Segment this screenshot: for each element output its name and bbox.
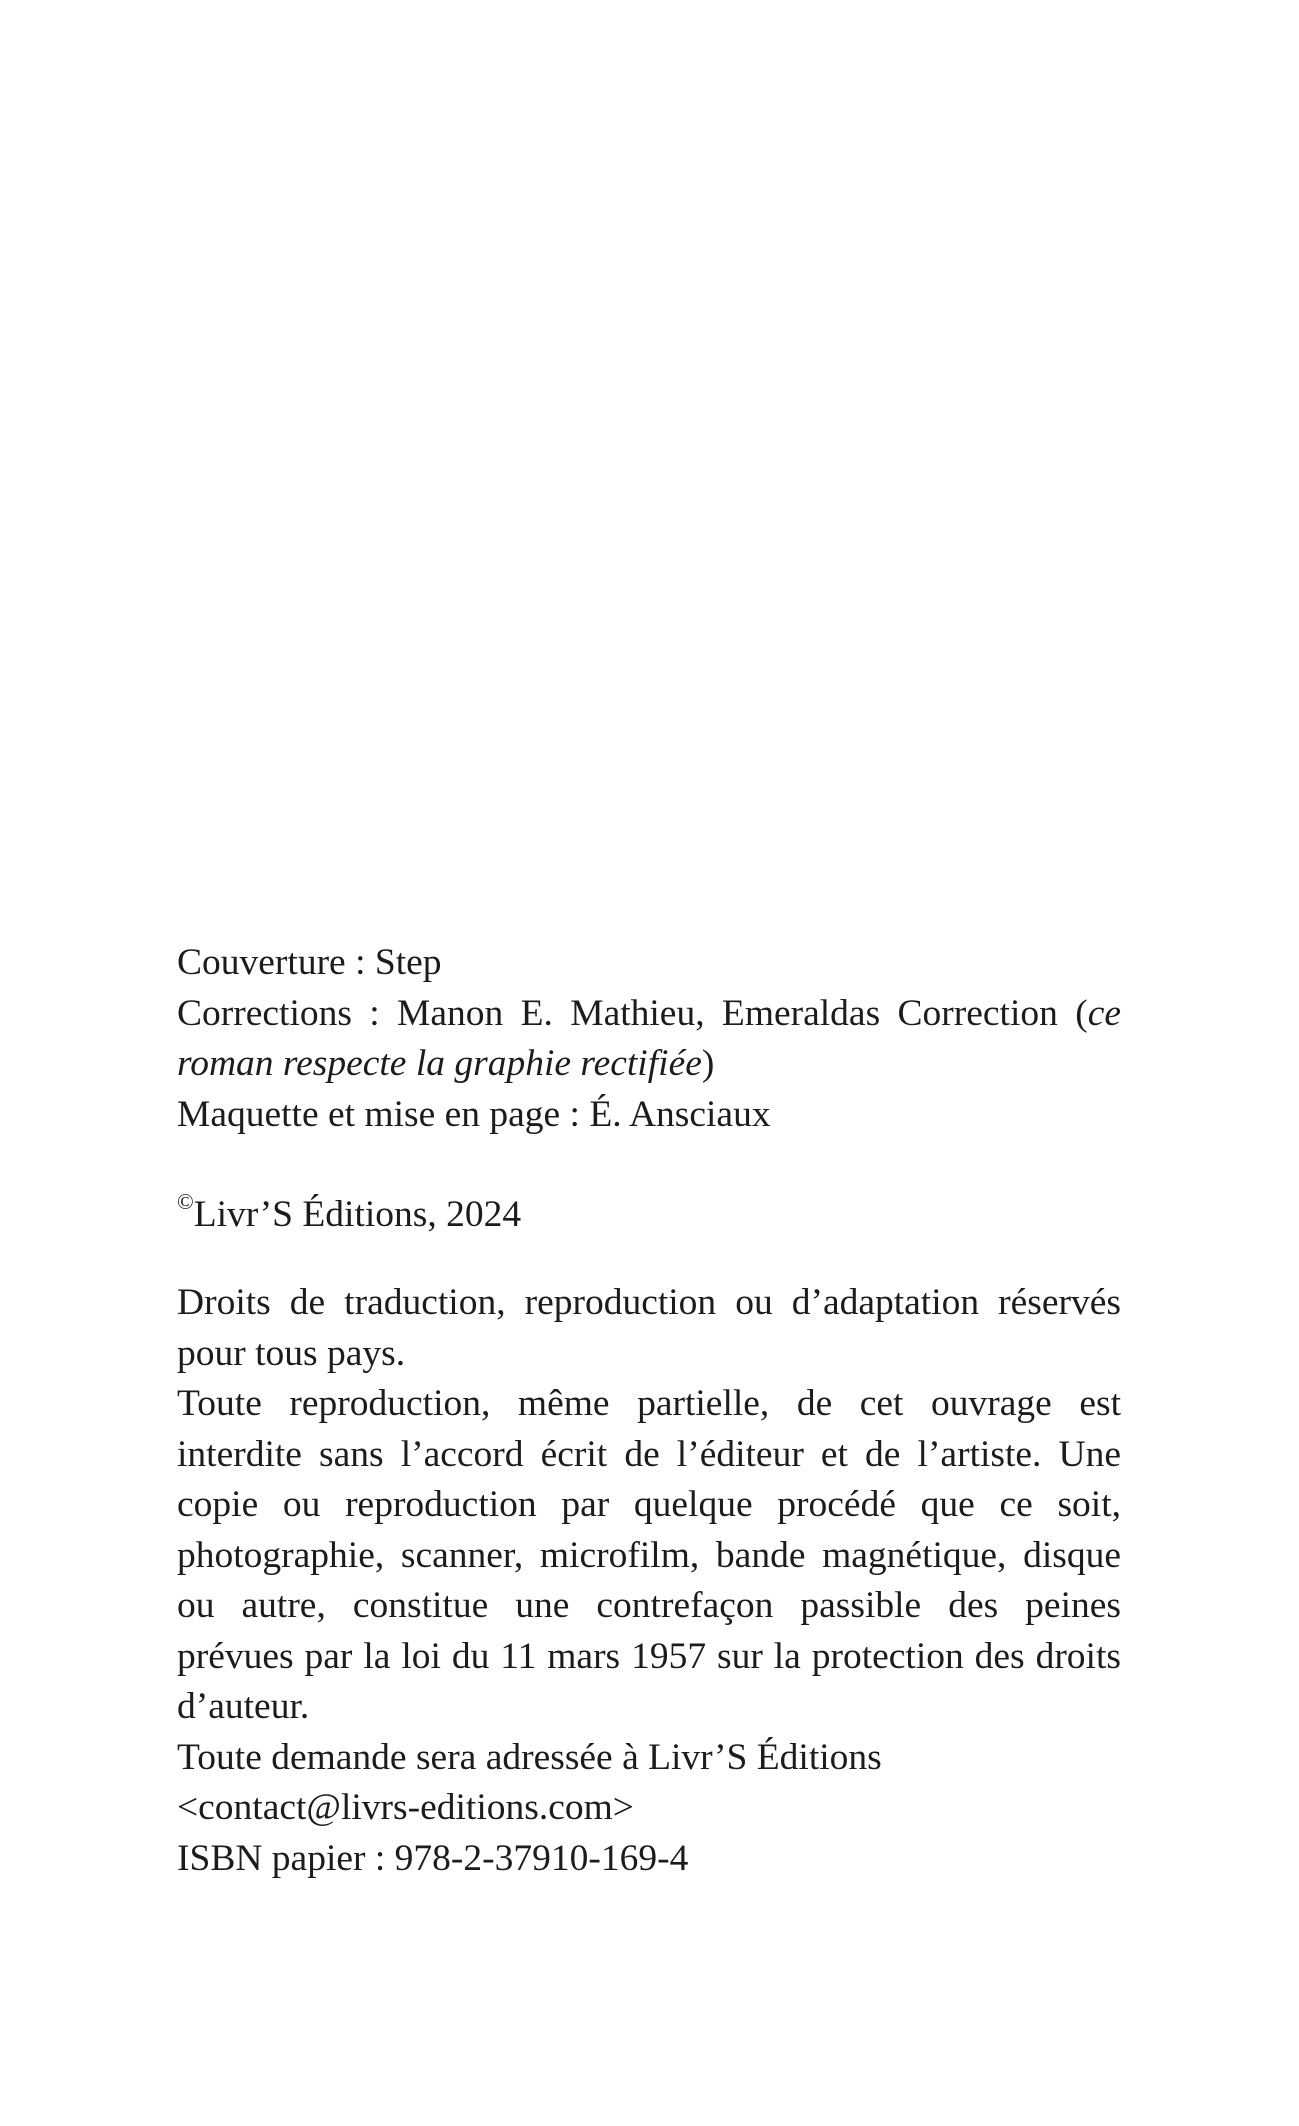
corrections-note: ce roman respecte la graphie rectifiée [177, 992, 1121, 1084]
copyright-line [177, 1190, 1121, 1241]
credits-block [177, 938, 1121, 1140]
layout-credit: Maquette et mise en page : É. Ansciaux [177, 1093, 771, 1135]
colophon [177, 938, 1121, 1884]
rights-notice: Droits de traduction, reproduction ou d’adaptation réservés pour tous pays. [177, 1282, 1121, 1374]
copyright-symbol: © [177, 1188, 194, 1214]
reproduction-notice: Toute reproduction, même partielle, de cet ouvrage est interdite sans l’accord écrit de l’éditeur et de l’artiste. Une copie ou reproduction par quelque procédé que ce soit, photographie, scanner, microfilm, bande magnétique, disque ou autre, constitue une contrefaçon passible des peines prévues par la loi du 11 mars 1957 sur la protection des droits d’auteur. [177, 1383, 1121, 1727]
cover-credit: Couverture : Step [177, 942, 442, 983]
isbn: ISBN papier : 978-2-37910-169-4 [177, 1837, 689, 1879]
copyright-text: Livr’S Éditions, 2024 [193, 1194, 522, 1235]
contact-email[interactable]: <contact@livrs-editions.com> [177, 1787, 634, 1828]
legal-notice [177, 1278, 1121, 1884]
corrections-credit [177, 989, 1121, 1090]
requests-notice: Toute demande sera adressée à Livr’S Éditions [177, 1736, 882, 1778]
corrections-names: Corrections : Manon E. Mathieu, Emeraldas Correction ( [177, 992, 1088, 1034]
corrections-close: ) [701, 1043, 715, 1084]
